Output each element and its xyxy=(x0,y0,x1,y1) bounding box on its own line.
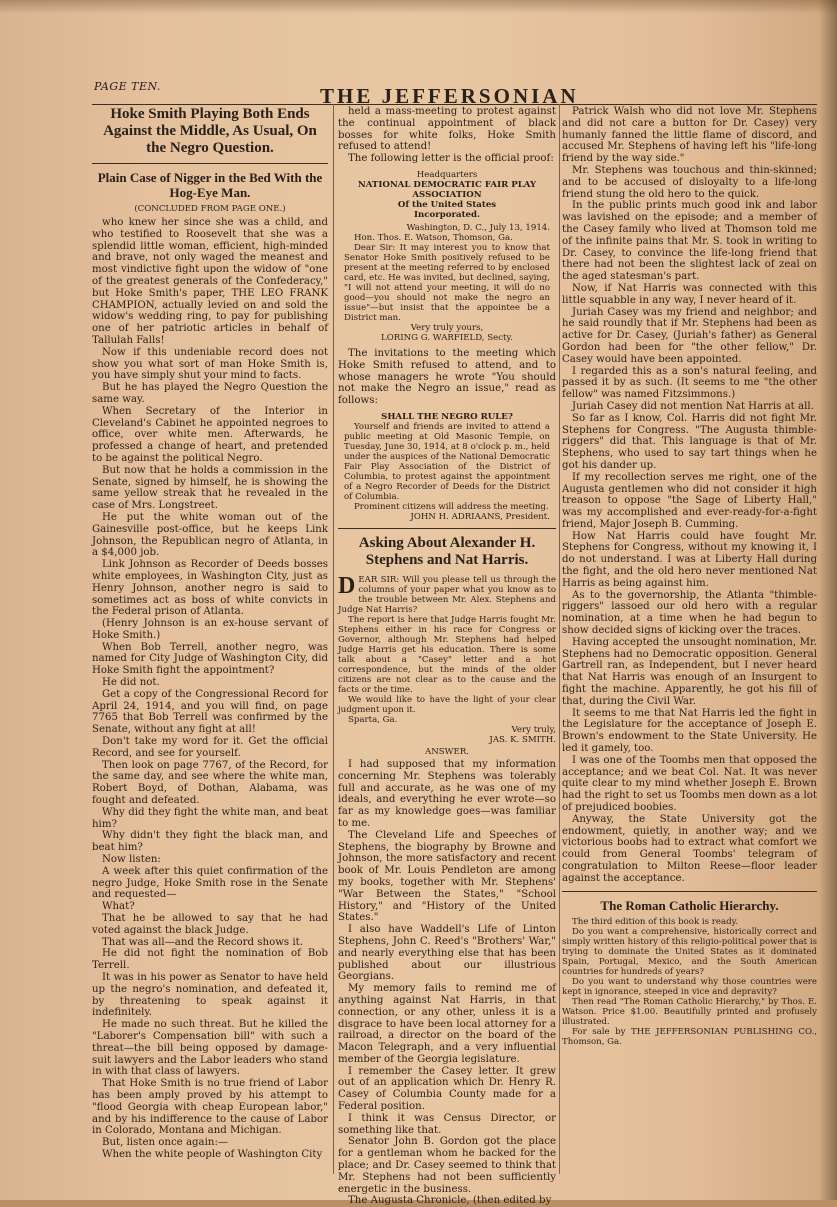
paragraph: The following letter is the official proof: xyxy=(348,153,554,165)
after-letter-text: The invitations to the meeting which Hoke Smith refused to attend, and to whose managers he wrote "You should not make the Negro an issue," read as follows: xyxy=(338,347,556,407)
page-shadow-top xyxy=(0,0,837,14)
meeting-notice xyxy=(344,412,550,522)
paragraph: Anyway, the State University got the endowment, quietly, in another way; and we victorious boobs had to extract what comfort we could from General Toombs' telegram of congratulation to Milton Reese—floor leader against the acceptance. xyxy=(562,813,817,884)
query-closing: Very truly, xyxy=(511,724,556,735)
article-continuation xyxy=(338,106,556,165)
paragraph: Patrick Walsh who did not love Mr. Stephens and did not care a button for Dr. Casey) very humanly fanned the little flame of discord, and accused Mr. Stephens of having left his "life-long friend by the way side." xyxy=(562,106,817,165)
paragraph: Now, if Nat Harris was connected with this little squabble in any way, I never heard of it. xyxy=(562,282,817,306)
letter-heading-3: Of the United States xyxy=(397,199,497,210)
letter-signature: LORING G. WARFIELD, Secty. xyxy=(381,332,513,343)
paragraph: The Cleveland Life and Speeches of Stephens, the biography by Browne and Johnson, the more satisfactory and recent book of Mr. Louis Pendleton are among my books, together with Mr. Stephens' "War Between the States," "School History," and "History of the United States." xyxy=(338,829,556,924)
column-rule-1 xyxy=(333,104,334,1174)
paragraph: As to the governorship, the Atlanta "thimble-riggers" lassoed our old hero with a regular nomination, at a time when he had begun to show decided signs of kicking over the traces. xyxy=(562,589,817,637)
query-body: EAR SIR: Will you please tell us through the columns of your paper what you know as to the trouble between Mr. Alex. Stephens and Judge Nat Harris? xyxy=(338,574,556,615)
headline-hoke-smith: Hoke Smith Playing Both Ends Against the Middle, As Usual, On the Negro Question. xyxy=(103,106,317,156)
notice-signature: JOHN H. ADRIAANS, President. xyxy=(410,511,550,522)
divider xyxy=(338,528,556,529)
letter-body: Dear Sir: It may interest you to know that Senator Hoke Smith positively refused to be present at the meeting referred to by enclosed card, etc. He was invited, but declined, saying, "I will not attend your meeting, it will do no good—you should not make the negro an issue"—but insist that the appointee be a District man. xyxy=(344,242,550,323)
ad-line-1: The third edition of this book is ready. xyxy=(572,916,739,927)
ad-line-3: Do you want to understand why those countries were kept in ignorance, steeped in vice and depravity? xyxy=(562,976,817,997)
paragraph: When the white people of Washington City xyxy=(102,1148,323,1160)
reader-query xyxy=(338,572,556,757)
paragraph: A week after this quiet confirmation of the negro Judge, Hoke Smith rose in the Senate and requested— xyxy=(92,865,328,901)
article-body-1 xyxy=(92,217,328,1161)
answer-label: ANSWER. xyxy=(425,746,469,757)
masthead: THE JEFFERSONIAN xyxy=(320,84,579,108)
continued-note: (CONCLUDED FROM PAGE ONE.) xyxy=(134,204,286,214)
paragraph: who knew her since she was a child, and who testified to Roosevelt that she was a splendid little woman, efficient, high-minded and brave, not only waged the meanest and most vindictive fight upon the widow of "one of the greatest generals of the Confederacy," but Hoke Smith's paper, THE LEO FRANK CHAMPION, actually levied on and sold the widow's wedding ring, to pay for publishing one of her patriotic articles in behalf of Tallulah Falls! xyxy=(92,217,328,346)
headline-stephens-harris: Asking About Alexander H. Stephens and Nat Harris. xyxy=(358,534,536,568)
column-1 xyxy=(92,106,328,1161)
paragraph: What? xyxy=(102,901,135,913)
paragraph: Having accepted the unsought nomination, Mr. Stephens had no Democratic opposition. General Gartrell ran, as Independent, but I never heard that Nat Harris was enough of an Insurgent to fight the machine. Apparently, he got his fill of that, during the Civil War. xyxy=(562,636,817,707)
paragraph: Then look on page 7767, of the Record, for the same day, and see where the white man, Robert Boyd, of Dothan, Alabama, was fought and defeated. xyxy=(92,759,328,807)
column-3 xyxy=(562,106,817,1047)
masthead-rule xyxy=(92,104,817,105)
answer-continuation xyxy=(562,106,817,885)
paragraph: It seems to me that Nat Harris led the fight in the Legislature for the acceptance of Joseph E. Brown's endowment to the State University. He led it gamely, too. xyxy=(562,707,817,755)
paragraph: My memory fails to remind me of anything against Nat Harris, in that connection, or any other, unless it is a disgrace to have been local attorney for a railroad, a director on the board of the Macon Telegraph, and a very influential member of the Georgia legislature. xyxy=(338,983,556,1065)
query-signature: JAS. K. SMITH. xyxy=(489,734,556,745)
paragraph: The Augusta Chronicle, (then edited by xyxy=(348,1195,552,1207)
paragraph: I think it was Census Director, or something like that. xyxy=(338,1112,556,1136)
paragraph: But now that he holds a commission in the Senate, signed by himself, he is showing the same yellow streak that he revealed in the case of Mrs. Longstreet. xyxy=(92,464,328,512)
notice-line2: Prominent citizens will address the meeting. xyxy=(354,501,549,512)
paragraph: He made no such threat. But he killed the "Laborer's Compensation bill" with such a threat—the bill being opposed by damage-suit lawyers and the Labor leaders who stand in with that class of lawyers. xyxy=(92,1019,328,1078)
paragraph: Juriah Casey did not mention Nat Harris at all. xyxy=(572,400,814,412)
paragraph: That was all—and the Record shows it. xyxy=(102,936,303,948)
page-folio: PAGE TEN. xyxy=(94,80,161,93)
letter-closing: Very truly yours, xyxy=(410,322,484,333)
paragraph: When Bob Terrell, another negro, was named for City Judge of Washington City, did Hoke Smith fight the appointment? xyxy=(92,641,328,677)
letter-dateline: Washington, D. C., July 13, 1914. xyxy=(406,222,550,233)
paragraph: If my recollection serves me right, one of the Augusta gentlemen who did not consider it high treason to oppose "the Sage of Liberty Hall," was my accomplished and ever-ready-for-a-fight friend, Major Joseph B. Cumming. xyxy=(562,471,817,530)
paragraph: I remember the Casey letter. It grew out of an application which Dr. Henry R. Casey of Columbia County made for a Federal position. xyxy=(338,1065,556,1113)
paragraph: (Henry Johnson is an ex-house servant of Hoke Smith.) xyxy=(92,618,328,641)
paragraph: Juriah Casey was my friend and neighbor; and he said roundly that if Mr. Stephens had been as active for Dr. Casey, (Juriah's father) as General Gordon had been for "the other fellow," Dr. Casey would have been appointed. xyxy=(562,306,817,365)
drop-cap: D xyxy=(338,572,356,599)
paragraph: held a mass-meeting to protest against the continual appointment of black bosses for white folks, Hoke Smith refused to attend! xyxy=(338,106,556,153)
paragraph: I regarded this as a son's natural feeling, and passed it by as such. (It seems to me "the other fellow" was named Fitzsimmons.) xyxy=(562,365,817,401)
paragraph: Senator John B. Gordon got the place for a gentleman whom he backed for the place; and Dr. Casey seemed to think that Mr. Stephens had not been sufficiently energetic in the business. xyxy=(338,1136,556,1195)
paragraph: It was in his power as Senator to have held up the negro's nomination, and defeated it, by threatening to speak against it indefinitely. xyxy=(92,972,328,1019)
column-rule-2 xyxy=(559,104,560,1174)
query-place: Sparta, Ga. xyxy=(348,714,398,725)
divider xyxy=(92,163,328,164)
book-advertisement xyxy=(562,898,817,1047)
paragraph: He did not. xyxy=(102,677,160,689)
paragraph: But, listen once again:— xyxy=(102,1137,229,1149)
column-2 xyxy=(338,106,556,1207)
official-letter xyxy=(344,170,550,343)
paragraph: He did not fight the nomination of Bob Terrell. xyxy=(92,948,328,972)
page-shadow-right xyxy=(819,0,837,1200)
letter-heading-1: Headquarters xyxy=(416,169,478,180)
paragraph: I was one of the Toombs men that opposed the acceptance; and we beat Col. Nat. It was never quite clear to my mind whether Joseph E. Brown had the right to set us Toombs men down as a lot of prejudiced boobies. xyxy=(562,754,817,814)
paragraph: Why didn't they fight the black man, and beat him? xyxy=(92,830,328,854)
ad-line-2: Do you want a comprehensive, historically correct and simply written history of this religio-political power that is trying to dominate the United States as it dominated Spain, Portugal, Mexico, and the South American countries for hundreds of years? xyxy=(562,926,817,977)
paragraph: Get a copy of the Congressional Record for April 24, 1914, and you will find, on page 7765 that Bob Terrell was confirmed by the Senate, without any fight at all! xyxy=(92,688,328,736)
query-body-3: We would like to have the light of your clear judgment upon it. xyxy=(338,694,556,715)
notice-body: Yourself and friends are invited to attend a public meeting at Old Masonic Temple, on Tuesday, June 30, 1914, at 8 o'clock p. m., held under the auspices of the National Democratic Fair Play Association of the District of Columbia, to protest against the appointment of a Negro Recorder of Deeds for the District of Columbia. xyxy=(344,421,550,502)
paragraph: Why did they fight the white man, and beat him? xyxy=(92,806,328,830)
paragraph: Mr. Stephens was touchous and thin-skinned; and to be accused of disloyalty to a life-long friend stung the old hero to the quick. xyxy=(562,164,817,200)
divider xyxy=(562,891,817,892)
ad-title: The Roman Catholic Hierarchy. xyxy=(600,897,779,913)
subhead-plain-case: Plain Case of Nigger in the Bed With the Hog-Eye Man. xyxy=(97,170,323,200)
paragraph: When Secretary of the Interior in Cleveland's Cabinet he appointed negroes to office, over white men. Afterwards, he professed a change of heart, and pretended to be against the political Negro. xyxy=(92,405,328,464)
paragraph: Now listen: xyxy=(102,854,161,866)
ad-line-4: Then read "The Roman Catholic Hierarchy," by Thos. E. Watson. Price $1.00. Beautifully printed and profusely illustrated. xyxy=(562,996,817,1027)
query-body-2: The report is here that Judge Harris fought Mr. Stephens either in his race for Congress or Governor, although Mr. Stephens had helped Judge Harris get his education. There is some talk about a "Casey" letter and a hot correspondence, but the minds of the older citizens are not clear as to the cause and the facts or the time. xyxy=(338,614,556,695)
ad-line-5: For sale by THE JEFFERSONIAN PUBLISHING CO., Thomson, Ga. xyxy=(562,1026,817,1047)
paragraph: That Hoke Smith is no true friend of Labor has been amply proved by his attempt to "flood Georgia with cheap European labor," and by his indifference to the cause of Labor in Colorado, Montana and Michigan. xyxy=(92,1078,328,1137)
letter-heading-2: NATIONAL DEMOCRATIC FAIR PLAY ASSOCIATION xyxy=(357,179,537,200)
letter-addressee: Hon. Thos. E. Watson, Thomson, Ga. xyxy=(354,232,513,243)
paragraph: That he be allowed to say that he had voted against the black Judge. xyxy=(92,913,328,936)
paragraph: Don't take my word for it. Get the official Record, and see for yourself. xyxy=(92,736,328,759)
notice-title: SHALL THE NEGRO RULE? xyxy=(381,411,513,422)
letter-heading-4: Incorporated. xyxy=(413,209,481,220)
paragraph: He put the white woman out of the Gainesville post-office, but he keeps Link Johnson, the Republican negro of Atlanta, in a $4,000 job. xyxy=(92,511,328,559)
paragraph: So far as I know, Col. Harris did not fight Mr. Stephens for Congress. "The Augusta thimble-riggers" did that. This language is that of Mr. Stephens, who used to say tart things when he got his dander up. xyxy=(562,412,817,471)
paragraph: Now if this undeniable record does not show you what sort of man Hoke Smith is, you have simply shut your mind to facts. xyxy=(92,346,328,382)
paragraph: In the public prints much good ink and labor was lavished on the episode; and a member of the Casey family who lived at Thomson told me of the infinite pains that Mr. S. took in writing to Dr. Casey, to convince the life-long friend that there had not been the slightest lack of zeal on the aged statesman's part. xyxy=(562,200,817,283)
paragraph: Link Johnson as Recorder of Deeds bosses white employees, in Washington City, just as Henry Johnson, another negro is said to sometimes act as boss of white convicts in the Federal prison of Atlanta. xyxy=(92,559,328,618)
paragraph: How Nat Harris could have fought Mr. Stephens for Congress, without my knowing it, I do not understand. I was at Liberty Hall during the fight, and the old hero never mentioned Nat Harris as being against him. xyxy=(562,530,817,589)
answer-body xyxy=(338,759,556,1207)
paragraph: But he has played the Negro Question the same way. xyxy=(92,382,328,405)
paragraph: I also have Waddell's Life of Linton Stephens, John C. Reed's "Brothers' War," and nearly everything else that has been published about our illustrious Georgians. xyxy=(338,924,556,983)
paragraph: I had supposed that my information concerning Mr. Stephens was tolerably full and accurate, as he was one of my ideals, and everything he ever wrote—so far as my knowledge goes—was familiar to me. xyxy=(338,758,556,829)
